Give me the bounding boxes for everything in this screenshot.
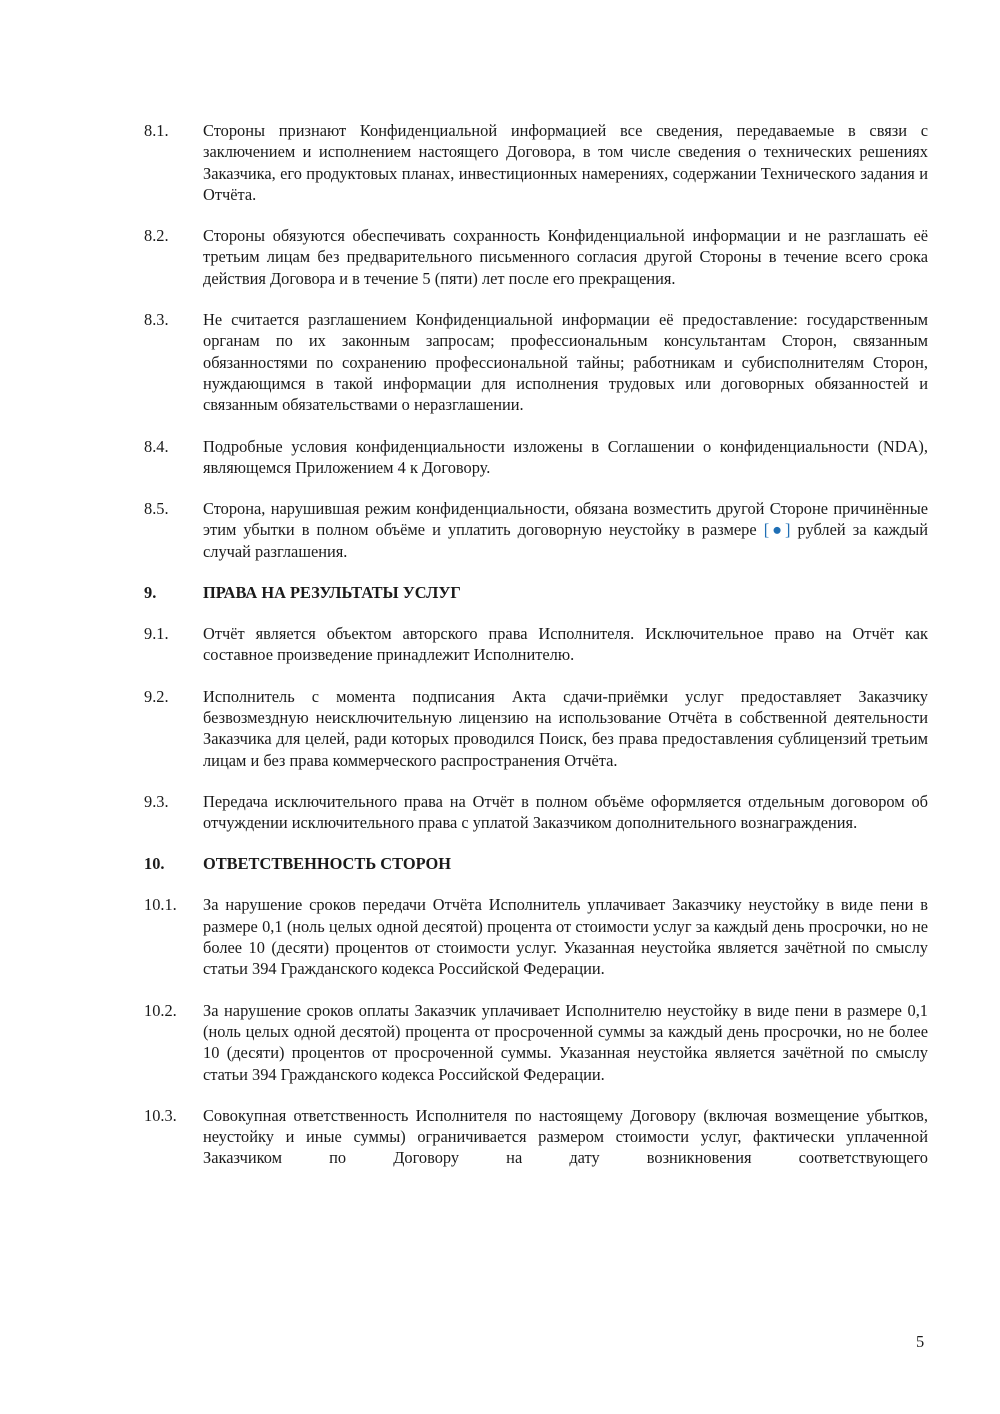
clause-text: Совокупная ответственность Исполнителя по настоящему Договору (включая возмещение убытков, неустойку и иные суммы) ограничивается размером стоимости услуг, фактически уплаченной Заказчиком по Договору на дату возникновения соответствующего bbox=[203, 1105, 928, 1168]
clause-9-1 bbox=[144, 623, 928, 666]
clause-number: 10.1. bbox=[144, 895, 177, 915]
clause-8-5 bbox=[144, 498, 928, 562]
section-title: ПРАВА НА РЕЗУЛЬТАТЫ УСЛУГ bbox=[203, 583, 461, 603]
clause-number: 10.2. bbox=[144, 1000, 177, 1020]
section-heading-9 bbox=[144, 582, 928, 603]
clause-text: За нарушение сроков оплаты Заказчик уплачивает Исполнителю неустойку в виде пени в размере 0,1 (ноль целых одной десятой) процента от просроченной суммы за каждый день просрочки, но не более 10 (десяти) процентов от просроченной суммы. Указанная неустойка является зачётной по смыслу статьи 394 Гражданского кодекса Российской Федерации. bbox=[203, 1000, 928, 1084]
amount-placeholder: [●] bbox=[763, 520, 791, 540]
clause-number: 8.4. bbox=[144, 436, 169, 456]
clause-10-2 bbox=[144, 1000, 928, 1085]
clause-8-3 bbox=[144, 309, 928, 415]
clause-number: 9.2. bbox=[144, 686, 169, 706]
clause-10-1 bbox=[144, 894, 928, 979]
section-number: 10. bbox=[144, 854, 165, 874]
clause-text: Отчёт является объектом авторского права Исполнителя. Исключительное право на Отчёт как составное произведение принадлежит Исполнителю. bbox=[203, 624, 928, 665]
clause-text: Исполнитель с момента подписания Акта сдачи-приёмки услуг предоставляет Заказчику безвозмездную неисключительную лицензию на использование Отчёта в собственной деятельности Заказчика для целей, ради которых проводился Поиск, без права предоставления сублицензий третьим лицам и без права коммерческого распространения Отчёта. bbox=[203, 686, 928, 770]
section-title: ОТВЕТСТВЕННОСТЬ СТОРОН bbox=[203, 854, 451, 874]
page-number: 5 bbox=[916, 1332, 925, 1351]
clause-number: 8.5. bbox=[144, 499, 169, 519]
clause-9-3 bbox=[144, 791, 928, 834]
clause-8-1 bbox=[144, 120, 928, 205]
section-number: 9. bbox=[144, 583, 157, 603]
clause-number: 10.3. bbox=[144, 1105, 177, 1125]
section-heading-10 bbox=[144, 853, 928, 874]
clause-text-before: Сторона, нарушившая режим конфиденциальности, обязана возместить другой Стороне причинённые этим убытки в полном объёме и уплатить договорную неустойку в размере bbox=[203, 499, 928, 540]
clause-text: За нарушение сроков передачи Отчёта Исполнитель уплачивает Заказчику неустойку в виде пени в размере 0,1 (ноль целых одной десятой) процента от стоимости услуг за каждый день просрочки, но не более 10 (десяти) процентов от стоимости услуг. Указанная неустойка является зачётной по смыслу статьи 394 Гражданского кодекса Российской Федерации. bbox=[203, 895, 928, 979]
clause-9-2 bbox=[144, 686, 928, 771]
page-content bbox=[144, 120, 928, 1189]
clause-text: Передача исключительного права на Отчёт в полном объёме оформляется отдельным договором об отчуждении исключительного права с уплатой Заказчиком дополнительного вознаграждения. bbox=[203, 791, 928, 833]
clause-10-3 bbox=[144, 1105, 928, 1169]
clause-text: Стороны обязуются обеспечивать сохранность Конфиденциальной информации и не разглашать её третьим лицам без предварительного письменного согласия другой Стороны в течение всего срока действия Договора и в течение 5 (пяти) лет после его прекращения. bbox=[203, 226, 928, 288]
clause-text: Подробные условия конфиденциальности изложены в Соглашении о конфиденциальности (NDA), являющемся Приложением 4 к Договору. bbox=[203, 436, 928, 477]
clause-text bbox=[203, 498, 928, 562]
clause-number: 9.3. bbox=[144, 791, 169, 811]
clause-number: 8.2. bbox=[144, 226, 169, 246]
clause-number: 8.3. bbox=[144, 310, 169, 330]
clause-text-after: рублей за каждый случай разглашения. bbox=[203, 520, 928, 561]
clause-text: Не считается разглашением Конфиденциальной информации её предоставление: государственным органам по их законным запросам; профессиональным консультантам Сторон, связанным обязанностями по сохранению профессиональной тайны; работникам и субисполнителям Сторон, нуждающимся в такой информации для исполнения трудовых или договорных обязанностей и связанным обязательствами о неразглашении. bbox=[203, 310, 928, 415]
clause-number: 9.1. bbox=[144, 624, 169, 644]
clause-number: 8.1. bbox=[144, 121, 169, 140]
clause-8-2 bbox=[144, 225, 928, 289]
clause-text: Стороны признают Конфиденциальной информацией все сведения, передаваемые в связи с заключением и исполнением настоящего Договора, в том числе сведения о технических решениях Заказчика, его продуктовых планах, инвестиционных намерениях, содержании Технического задания и Отчёта. bbox=[203, 121, 928, 204]
clause-8-4 bbox=[144, 436, 928, 479]
